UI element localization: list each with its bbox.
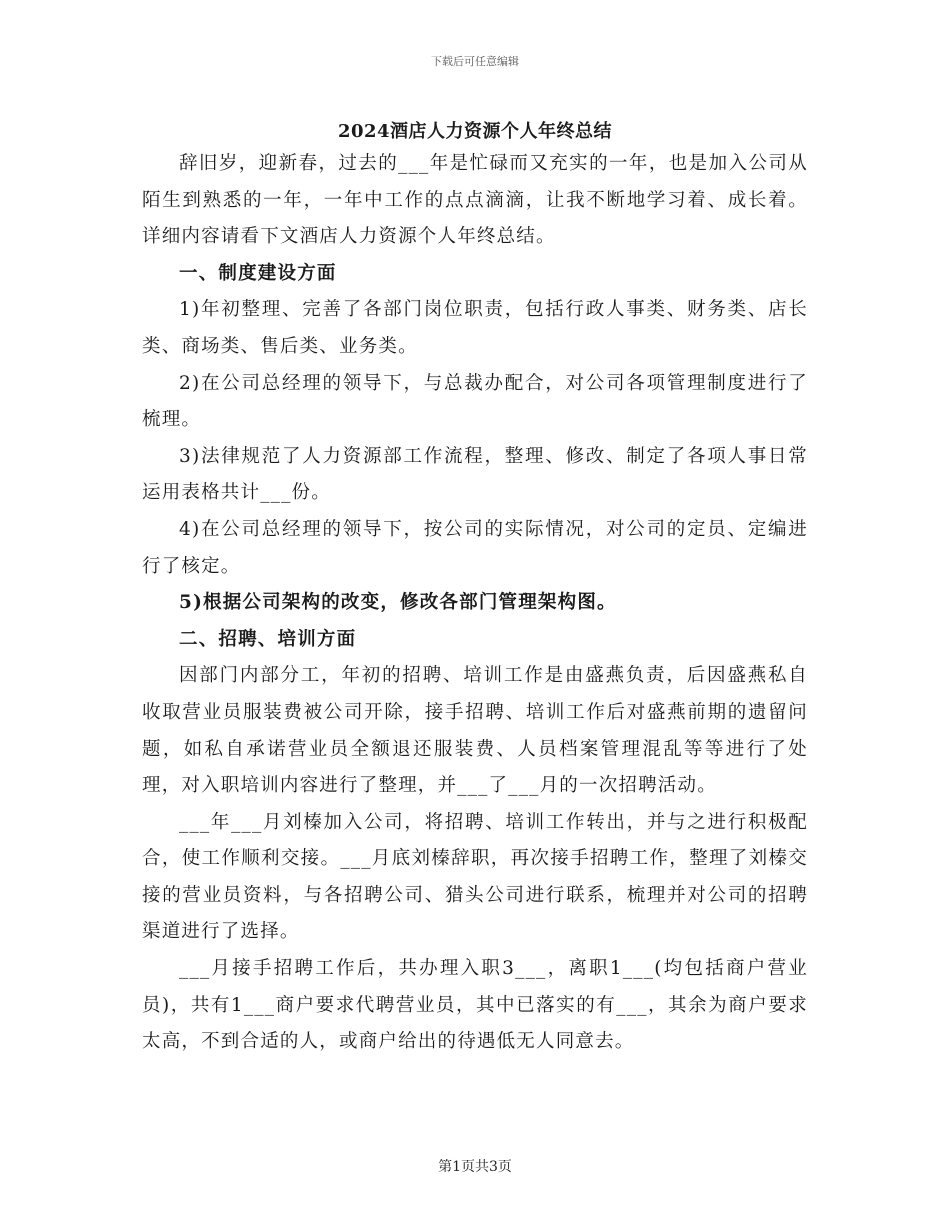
page-footer: 第1页共3页 [438,1159,512,1175]
section-heading-system: 一、制度建设方面 [179,262,337,284]
paragraph-item-4: 4)在公司总经理的领导下，按公司的实际情况，对公司的定员、定编进行了核定。 [142,518,808,577]
document-title: 2024酒店人力资源个人年终总结 [337,121,613,142]
paragraph-recruitment-2: ___年___月刘榛加入公司，将招聘、培训工作转出，并与之进行积极配合，使工作顺利交接。___月底刘榛辞职，再次接手招聘工作，整理了刘榛交接的营业员资料，与各招聘公司、猎头公司进行联系，梳理并对公司的招聘渠道进行了选择。 [142,811,808,943]
paragraph-recruitment-1: 因部门内部分工，年初的招聘、培训工作是由盛燕负责，后因盛燕私自收取营业员服装费被公司开除，接手招聘、培训工作后对盛燕前期的遗留问题，如私自承诺营业员全额退还服装费、人员档案管理混乱等等进行了处理，对入职培训内容进行了整理，并___了___月的一次招聘活动。 [142,665,808,797]
paragraph-item-2: 2)在公司总经理的领导下，与总裁办配合，对公司各项管理制度进行了梳理。 [142,372,808,431]
paragraph-item-1: 1)年初整理、完善了各部门岗位职责，包括行政人事类、财务类、店长类、商场类、售后类、业务类。 [142,299,808,357]
paragraph-item-3: 3)法律规范了人力资源部工作流程，整理、修改、制定了各项人事日常运用表格共计___份。 [142,445,808,504]
section-heading-recruitment: 二、招聘、培训方面 [179,628,357,650]
paragraph-intro: 辞旧岁，迎新春，过去的___年是忙碌而又充实的一年，也是加入公司从陌生到熟悉的一年，一年中工作的点点滴滴，让我不断地学习着、成长着。详细内容请看下文酒店人力资源个人年终总结。 [142,153,808,248]
paragraph-recruitment-3: ___月接手招聘工作后，共办理入职3___，离职1___(均包括商户营业员)，共有1___商户要求代聘营业员，其中已落实的有___，其余为商户要求太高，不到合适的人，或商户给出的待遇低无人同意去。 [142,958,808,1053]
document-body [142,146,808,1061]
paragraph-item-5: 5)根据公司架构的改变，修改各部门管理架构图。 [179,592,617,614]
header-note: 下载后可任意编辑 [431,55,519,68]
